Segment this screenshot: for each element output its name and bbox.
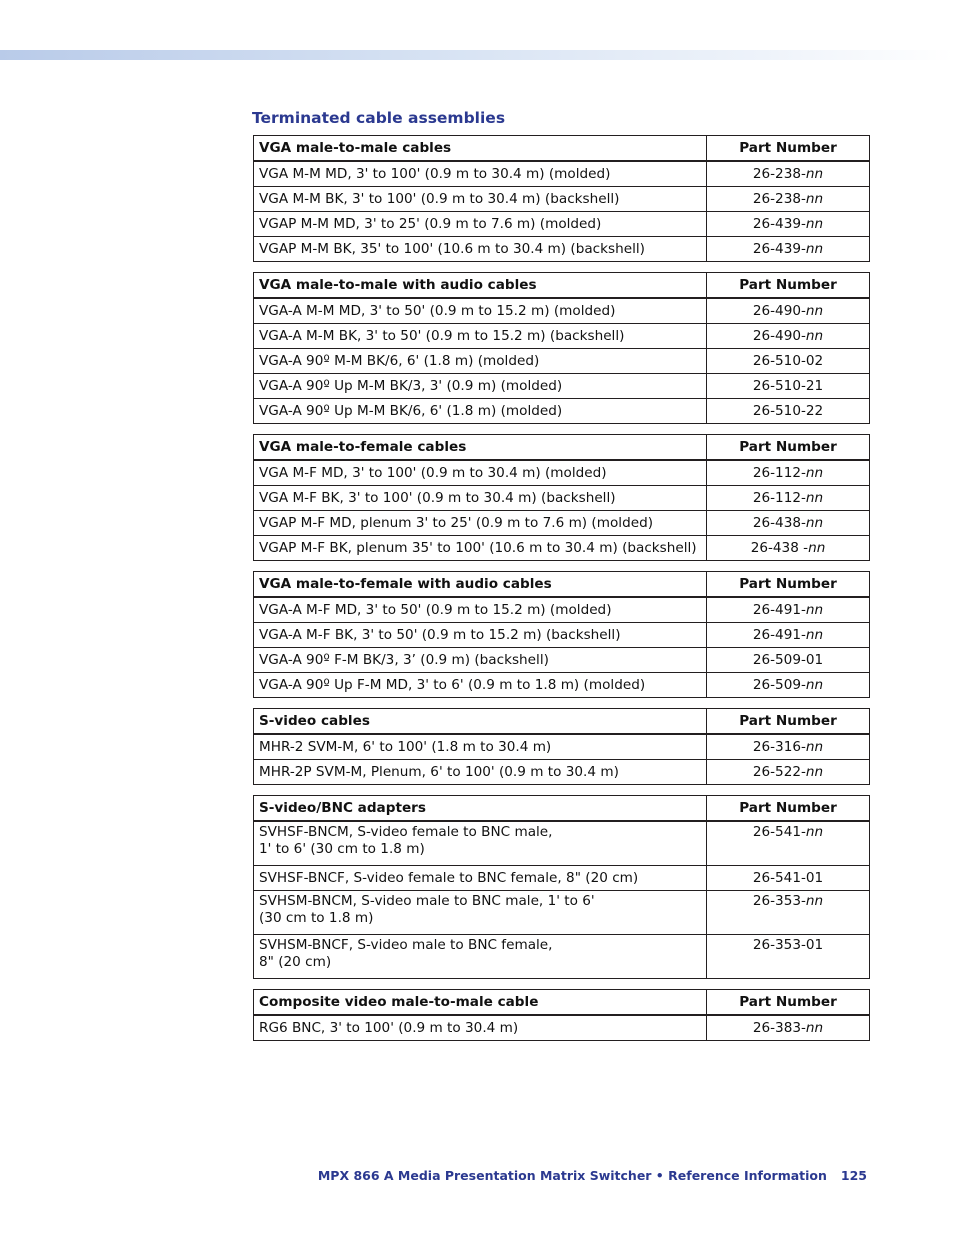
table-row (254, 298, 870, 324)
table-row (254, 821, 870, 866)
table-row (254, 648, 870, 673)
description-line: VGA-A M-M MD, 3' to 50' (0.9 m to 15.2 m) (molded) (259, 302, 616, 319)
description-line: VGAP M-M BK, 35' to 100' (10.6 m to 30.4 m) (backshell) (259, 240, 645, 257)
cable-description (254, 623, 707, 648)
part-number-base: 26-491- (752, 601, 806, 618)
table-row (254, 673, 870, 698)
cable-description (254, 399, 707, 424)
part-number-suffix: nn (805, 215, 824, 232)
part-number (707, 597, 870, 623)
description-line: VGAP M-F BK, plenum 35' to 100' (10.6 m to 30.4 m) (backshell) (259, 539, 697, 556)
part-number-suffix: nn (808, 539, 826, 556)
part-number-suffix: nn (805, 676, 824, 693)
part-number (707, 734, 870, 760)
table-row (254, 623, 870, 648)
cable-table (253, 708, 870, 785)
part-number-suffix: nn (805, 824, 824, 840)
cable-description (254, 187, 707, 212)
table-row (254, 486, 870, 511)
cable-description (254, 536, 707, 561)
part-number-suffix: nn (805, 165, 824, 182)
part-number (707, 324, 870, 349)
part-number (707, 821, 870, 866)
table-row (254, 212, 870, 237)
table-row (254, 536, 870, 561)
description-line: VGA-A 90º M-M BK/6, 6' (1.8 m) (molded) (259, 352, 540, 369)
table-header-row (254, 796, 870, 822)
table-header-row (254, 572, 870, 598)
part-number-base: 26-491- (752, 626, 806, 643)
part-number-header: Part Number (707, 435, 870, 461)
description-line: VGAP M-M MD, 3' to 25' (0.9 m to 7.6 m) (molded) (259, 215, 602, 232)
table-row (254, 866, 870, 891)
table-row (254, 1015, 870, 1041)
part-number (707, 187, 870, 212)
table-header-row (254, 709, 870, 735)
part-number-suffix: nn (805, 514, 824, 531)
description-line-2: 8" (20 cm) (259, 954, 332, 970)
part-number (707, 399, 870, 424)
cable-description (254, 760, 707, 785)
part-number-base: 26-510-22 (752, 402, 824, 419)
cable-description (254, 161, 707, 187)
table-category-header: VGA male-to-female cables (254, 435, 707, 461)
table-row (254, 891, 870, 935)
part-number-base: 26-438 - (750, 539, 809, 556)
part-number (707, 212, 870, 237)
cable-description (254, 673, 707, 698)
part-number (707, 1015, 870, 1041)
part-number-base: 26-541-01 (752, 869, 824, 886)
part-number (707, 648, 870, 673)
part-number (707, 237, 870, 262)
table-row (254, 161, 870, 187)
description-line: RG6 BNC, 3' to 100' (0.9 m to 30.4 m) (259, 1019, 519, 1036)
cable-description (254, 324, 707, 349)
description-line: VGA-A 90º F-M BK/3, 3’ (0.9 m) (backshell) (259, 651, 549, 668)
part-number-base: 26-438- (752, 514, 806, 531)
table-row (254, 597, 870, 623)
part-number (707, 935, 870, 979)
cable-table (253, 795, 870, 979)
description-line: VGA M-F BK, 3' to 100' (0.9 m to 30.4 m) (backshell) (259, 489, 616, 506)
cable-description (254, 821, 707, 866)
cable-description (254, 237, 707, 262)
cable-description (254, 374, 707, 399)
part-number-suffix: nn (805, 190, 824, 207)
table-category-header: VGA male-to-male with audio cables (254, 273, 707, 299)
table-row (254, 237, 870, 262)
part-number-base: 26-510-02 (752, 352, 824, 369)
table-row (254, 760, 870, 785)
description-line: SVHSM-BNCM, S-video male to BNC male, 1' to 6' (259, 893, 595, 909)
part-number-base: 26-112- (752, 489, 806, 506)
table-row (254, 460, 870, 486)
part-number (707, 349, 870, 374)
table-category-header: VGA male-to-female with audio cables (254, 572, 707, 598)
table-header-row (254, 990, 870, 1016)
part-number-suffix: nn (805, 327, 824, 344)
table-category-header: S-video cables (254, 709, 707, 735)
part-number-suffix: nn (805, 738, 824, 755)
footer-text: MPX 866 A Media Presentation Matrix Switcher • Reference Information (317, 1168, 827, 1183)
cable-tables (253, 135, 869, 1051)
cable-description (254, 1015, 707, 1041)
part-number-suffix: nn (805, 763, 824, 780)
part-number-base: 26-510-21 (752, 377, 824, 394)
part-number-base: 26-383- (752, 1019, 806, 1036)
part-number (707, 298, 870, 324)
part-number (707, 486, 870, 511)
cable-description (254, 460, 707, 486)
cable-table (253, 989, 870, 1041)
description-line: VGA M-F MD, 3' to 100' (0.9 m to 30.4 m) (molded) (259, 464, 607, 481)
part-number (707, 623, 870, 648)
table-category-header: Composite video male-to-male cable (254, 990, 707, 1016)
part-number (707, 673, 870, 698)
table-row (254, 324, 870, 349)
part-number-base: 26-353-01 (752, 937, 824, 953)
table-row (254, 511, 870, 536)
part-number-base: 26-238- (752, 165, 806, 182)
part-number (707, 460, 870, 486)
description-line: VGA-A 90º Up M-M BK/3, 3' (0.9 m) (molded) (259, 377, 563, 394)
part-number (707, 760, 870, 785)
cable-description (254, 734, 707, 760)
cable-table (253, 571, 870, 698)
part-number-header: Part Number (707, 273, 870, 299)
cable-description (254, 866, 707, 891)
description-line-2: 1' to 6' (30 cm to 1.8 m) (259, 841, 425, 857)
cable-description (254, 648, 707, 673)
part-number-base: 26-112- (752, 464, 806, 481)
cable-description (254, 298, 707, 324)
part-number-header: Part Number (707, 990, 870, 1016)
description-line: MHR-2 SVM-M, 6' to 100' (1.8 m to 30.4 m) (259, 738, 552, 755)
description-line: VGA-A 90º Up F-M MD, 3' to 6' (0.9 m to 1.8 m) (molded) (259, 676, 646, 693)
part-number-base: 26-490- (752, 302, 806, 319)
page-footer (318, 1168, 867, 1183)
part-number-base: 26-541- (752, 824, 806, 840)
part-number-suffix: nn (805, 240, 824, 257)
cable-description (254, 349, 707, 374)
table-row (254, 399, 870, 424)
part-number-base: 26-238- (752, 190, 806, 207)
table-header-row (254, 273, 870, 299)
cable-table (253, 135, 870, 262)
table-header-row (254, 136, 870, 162)
part-number (707, 891, 870, 935)
part-number-header: Part Number (707, 136, 870, 162)
cable-description (254, 511, 707, 536)
part-number-suffix: nn (805, 601, 824, 618)
description-line: VGAP M-F MD, plenum 3' to 25' (0.9 m to 7.6 m) (molded) (259, 514, 653, 531)
part-number-header: Part Number (707, 572, 870, 598)
part-number-base: 26-509- (752, 676, 806, 693)
description-line: VGA-A M-M BK, 3' to 50' (0.9 m to 15.2 m) (backshell) (259, 327, 625, 344)
part-number (707, 866, 870, 891)
part-number-suffix: nn (805, 302, 824, 319)
cable-description (254, 212, 707, 237)
table-row (254, 374, 870, 399)
part-number-base: 26-316- (752, 738, 806, 755)
part-number-base: 26-509-01 (752, 651, 824, 668)
part-number-suffix: nn (805, 464, 824, 481)
table-category-header: S-video/BNC adapters (254, 796, 707, 822)
cable-description (254, 935, 707, 979)
part-number-base: 26-439- (752, 215, 806, 232)
table-category-header: VGA male-to-male cables (254, 136, 707, 162)
description-line: VGA M-M MD, 3' to 100' (0.9 m to 30.4 m) (molded) (259, 165, 611, 182)
description-line: MHR-2P SVM-M, Plenum, 6' to 100' (0.9 m to 30.4 m) (259, 763, 619, 780)
part-number-suffix: nn (805, 626, 824, 643)
part-number-suffix: nn (805, 893, 824, 909)
description-line: SVHSF-BNCM, S-video female to BNC male, (259, 824, 553, 840)
cable-table (253, 272, 870, 424)
section-title: Terminated cable assemblies (252, 109, 506, 127)
cable-table (253, 434, 870, 561)
page-number: 125 (840, 1168, 867, 1183)
part-number (707, 536, 870, 561)
table-row (254, 734, 870, 760)
header-gradient-bar (0, 50, 954, 60)
part-number-header: Part Number (707, 709, 870, 735)
part-number-suffix: nn (805, 489, 824, 506)
table-row (254, 349, 870, 374)
cable-description (254, 597, 707, 623)
part-number-base: 26-522- (752, 763, 806, 780)
part-number-suffix: nn (805, 1019, 824, 1036)
part-number-base: 26-490- (752, 327, 806, 344)
cable-description (254, 486, 707, 511)
part-number-base: 26-439- (752, 240, 806, 257)
part-number-header: Part Number (707, 796, 870, 822)
cable-description (254, 891, 707, 935)
table-header-row (254, 435, 870, 461)
table-row (254, 187, 870, 212)
description-line: VGA-A M-F MD, 3' to 50' (0.9 m to 15.2 m) (molded) (259, 601, 612, 618)
table-row (254, 935, 870, 979)
part-number-base: 26-353- (752, 893, 806, 909)
description-line: VGA M-M BK, 3' to 100' (0.9 m to 30.4 m) (backshell) (259, 190, 620, 207)
part-number (707, 374, 870, 399)
description-line: VGA-A 90º Up M-M BK/6, 6' (1.8 m) (molded) (259, 402, 563, 419)
part-number (707, 511, 870, 536)
description-line: VGA-A M-F BK, 3' to 50' (0.9 m to 15.2 m) (backshell) (259, 626, 621, 643)
description-line: SVHSF-BNCF, S-video female to BNC female, 8" (20 cm) (259, 869, 639, 886)
description-line: SVHSM-BNCF, S-video male to BNC female, (259, 937, 553, 953)
part-number (707, 161, 870, 187)
description-line-2: (30 cm to 1.8 m) (259, 910, 374, 926)
